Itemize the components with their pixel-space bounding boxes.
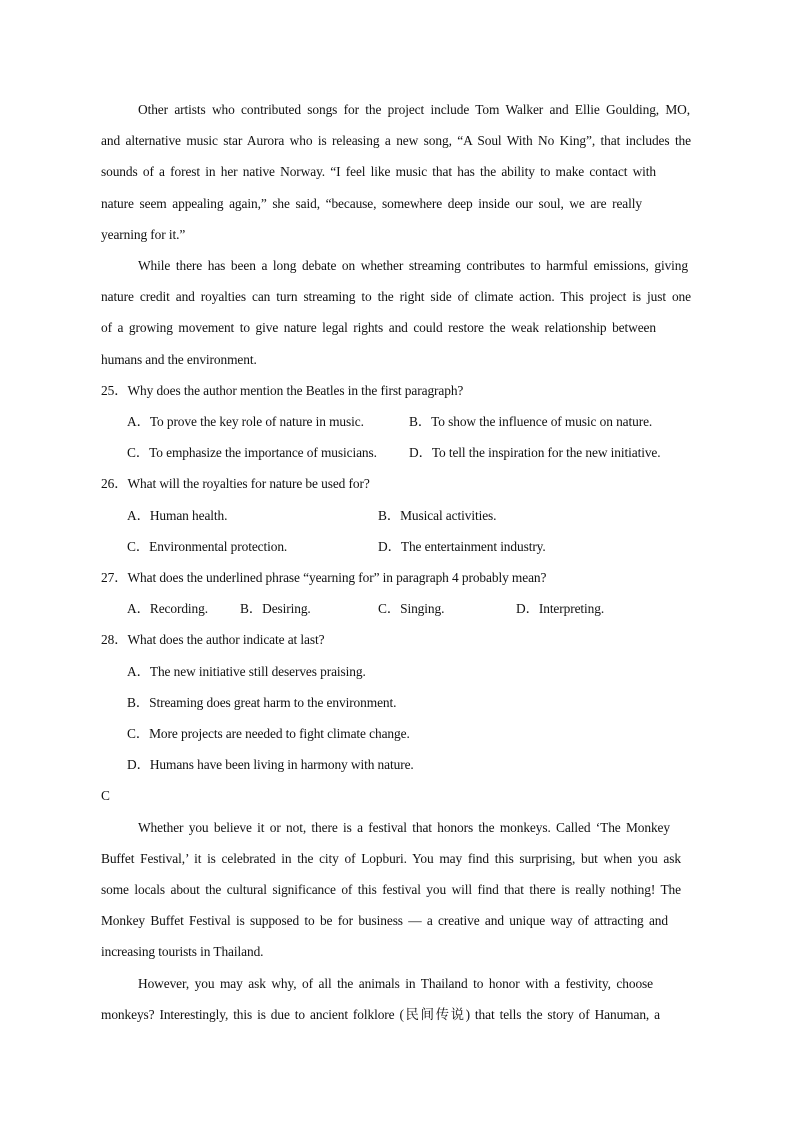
question-27-option-b: B．Desiring. — [240, 601, 311, 616]
paragraph-4-line-1: However, you may ask why, of all the animals in Thailand to honor with a festivity, choose — [138, 976, 653, 991]
question-28-stem: 28．What does the author indicate at last? — [101, 632, 325, 647]
paragraph-2-line-3: of a growing movement to give nature legal rights and could restore the weak relationship between — [101, 320, 656, 335]
paragraph-3-line-2: Buffet Festival,’ it is celebrated in the city of Lopburi. You may find this surprising, but when you ask — [101, 851, 681, 866]
question-27-option-a: A．Recording. — [127, 601, 208, 616]
section-label: C — [101, 788, 110, 803]
question-25-option-a: A．To prove the key role of nature in music. — [127, 414, 364, 429]
paragraph-1-line-5: yearning for it.” — [101, 227, 186, 242]
paragraph-3-line-3: some locals about the cultural significance of this festival you will find that there is really nothing! The — [101, 882, 681, 897]
question-26-option-c: C．Environmental protection. — [127, 539, 288, 554]
paragraph-1-line-2: and alternative music star Aurora who is releasing a new song, “A Soul With No King”, that includes the — [101, 133, 691, 148]
question-26-stem: 26．What will the royalties for nature be used for? — [101, 476, 370, 491]
paragraph-1-line-1: Other artists who contributed songs for the project include Tom Walker and Ellie Goulding, MO, — [138, 102, 690, 117]
question-25-stem: 25．Why does the author mention the Beatles in the first paragraph? — [101, 383, 464, 398]
paragraph-2-line-2: nature credit and royalties can turn streaming to the right side of climate action. This project is just one — [101, 289, 691, 304]
paragraph-3-line-5: increasing tourists in Thailand. — [101, 944, 264, 959]
question-28-option-b: B．Streaming does great harm to the environment. — [127, 695, 397, 710]
question-26-option-b: B．Musical activities. — [378, 508, 497, 523]
question-25-option-c: C．To emphasize the importance of musicians. — [127, 445, 377, 460]
question-25-option-d: D．To tell the inspiration for the new initiative. — [409, 445, 661, 460]
question-28-option-a: A．The new initiative still deserves praising. — [127, 664, 366, 679]
question-26-option-a: A．Human health. — [127, 508, 228, 523]
question-27-option-d: D．Interpreting. — [516, 601, 605, 616]
paragraph-3-line-4: Monkey Buffet Festival is supposed to be for business — a creative and unique way of attracting and — [101, 913, 668, 928]
question-28-option-d: D．Humans have been living in harmony with nature. — [127, 757, 414, 772]
question-26-option-d: D．The entertainment industry. — [378, 539, 546, 554]
question-27-stem: 27．What does the underlined phrase “yearning for” in paragraph 4 probably mean? — [101, 570, 547, 585]
paragraph-1-line-3: sounds of a forest in her native Norway. “I feel like music that has the ability to make contact with — [101, 164, 656, 179]
question-25-option-b: B．To show the influence of music on nature. — [409, 414, 653, 429]
paragraph-2-line-1: While there has been a long debate on whether streaming contributes to harmful emissions, giving — [138, 258, 688, 273]
question-27-option-c: C．Singing. — [378, 601, 445, 616]
paragraph-4-line-2: monkeys? Interestingly, this is due to ancient folklore (民间传说) that tells the story of Hanuman, a — [101, 1007, 660, 1022]
paragraph-3-line-1: Whether you believe it or not, there is a festival that honors the monkeys. Called ‘The Monkey — [138, 820, 670, 835]
paragraph-1-line-4: nature seem appealing again,” she said, “because, somewhere deep inside our soul, we are really — [101, 196, 642, 211]
question-28-option-c: C．More projects are needed to fight climate change. — [127, 726, 410, 741]
paragraph-2-line-4: humans and the environment. — [101, 352, 257, 367]
